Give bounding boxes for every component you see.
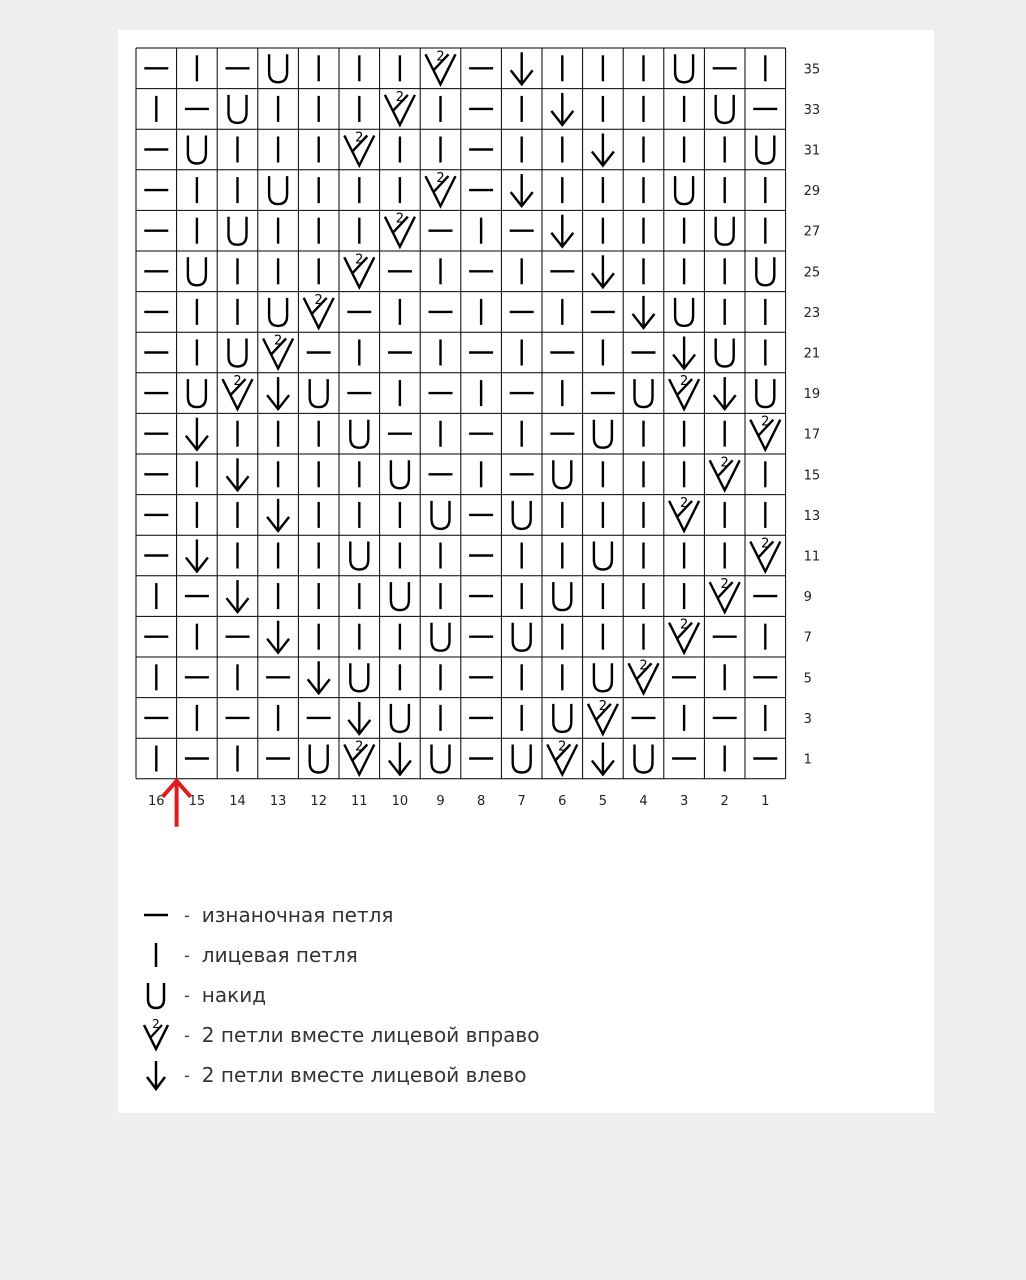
k2tog-left-stitch: [592, 255, 614, 287]
column-label: 8: [476, 793, 486, 809]
yarn-over-stitch: [513, 745, 531, 773]
k2tog-right-stitch: [750, 415, 780, 450]
k2tog-right-stitch: [263, 334, 293, 369]
yarn-over-stitch: [553, 582, 571, 610]
row-label: 29: [803, 184, 821, 200]
yarn-over-stitch: [513, 501, 531, 529]
yarn-over-stitch: [350, 542, 368, 570]
stitch-digit: 2: [233, 374, 242, 390]
k2tog-right-stitch: [669, 496, 699, 531]
yarn-over-stitch: [229, 339, 247, 367]
legend-row-purl: [138, 895, 539, 935]
yarn-over-stitch: [594, 542, 612, 570]
k2tog-left-stitch: [227, 458, 249, 490]
k2tog-right-stitch: [426, 49, 456, 84]
legend-row-knit: [138, 935, 539, 975]
legend-dash: -: [184, 945, 190, 965]
legend: [138, 895, 539, 1095]
stitch-digit: 2: [395, 211, 405, 227]
yarn-over-stitch: [188, 257, 206, 285]
k2tog-left-stitch: [227, 580, 249, 612]
stitch-digit: 2: [679, 374, 689, 390]
stitch-digit: 2: [355, 130, 364, 146]
k2tog-right-stitch: [385, 90, 415, 125]
legend-dash: -: [184, 1065, 190, 1085]
k2tog-left-stitch: [308, 661, 330, 693]
legend-dash: -: [184, 985, 190, 1005]
legend-dash: -: [184, 1025, 190, 1045]
yarn-over-stitch: [269, 54, 287, 82]
start-arrow-icon: [163, 781, 191, 827]
row-label: 3: [803, 711, 812, 727]
yarn-over-stitch: [188, 136, 206, 164]
k2tog-right-stitch: [710, 577, 740, 612]
yarn-over-stitch: [269, 298, 287, 326]
yarn-over-stitch: [756, 257, 774, 285]
stitch-digit: 2: [639, 658, 648, 674]
row-label: 13: [803, 508, 821, 524]
yarn-over-stitch: [756, 379, 774, 407]
column-label: 12: [310, 793, 327, 809]
yarn-over-stitch: [635, 745, 653, 773]
k2tog-left-stitch: [511, 174, 533, 206]
row-label: 25: [803, 265, 821, 281]
legend-label-k2tog-right: 2 петли вместе лицевой вправо: [201, 1023, 540, 1047]
stitch-digit: 2: [395, 89, 405, 105]
k2tog-left-stitch: [186, 418, 208, 450]
column-label: 1: [761, 793, 770, 809]
column-label: 11: [351, 793, 368, 809]
yarn-over-stitch: [675, 298, 693, 326]
stitch-digit: 2: [598, 698, 608, 714]
legend-row-yarn-over: [138, 975, 539, 1015]
row-label: 15: [803, 468, 821, 484]
k2tog-left-stitch: [551, 215, 573, 247]
yarn-over-stitch: [310, 745, 328, 773]
stitch-digit: 2: [355, 739, 364, 755]
column-label: 9: [436, 793, 445, 809]
row-label: 27: [803, 224, 821, 240]
stitch-digit: 2: [679, 495, 689, 511]
yarn-over-stitch: [716, 217, 734, 245]
stitch-digit: 2: [720, 455, 729, 471]
k2tog-right-stitch: [669, 618, 699, 653]
k2tog-right-stitch: [304, 293, 334, 328]
k2tog-left-stitch: [186, 540, 208, 572]
yarn-over-stitch: [432, 745, 450, 773]
legend-row-k2tog-right: [138, 1015, 539, 1055]
yarn-over-stitch: [553, 704, 571, 732]
stitch-digit: 2: [558, 739, 567, 755]
k2tog-right-stitch: [547, 740, 577, 775]
k2tog-left-stitch: [267, 621, 289, 653]
stitch-digit: 2: [314, 292, 323, 308]
pattern-sheet: [118, 30, 934, 1113]
row-label: 5: [803, 671, 812, 687]
row-label: 35: [803, 62, 821, 78]
stitch-digit: 2: [436, 49, 445, 65]
k2tog-right-stitch: [344, 252, 374, 287]
k2tog-left-stitch: [267, 499, 289, 531]
yarn-over-stitch: [635, 379, 653, 407]
row-label: 7: [803, 630, 812, 646]
stitch-digit: 2: [355, 252, 364, 268]
purl-symbol-icon: [138, 897, 178, 933]
column-label: 15: [188, 793, 206, 809]
column-label: 2: [720, 793, 729, 809]
stitch-digit: 2: [679, 617, 689, 633]
legend-row-k2tog-left: [138, 1055, 539, 1095]
row-label: 11: [803, 549, 821, 565]
row-label: 31: [803, 143, 821, 159]
legend-label-purl: изнаночная петля: [201, 903, 394, 927]
yarn-over-stitch: [350, 663, 368, 691]
yarn-over-stitch: [716, 95, 734, 123]
legend-label-knit: лицевая петля: [201, 943, 358, 967]
k2tog-left-stitch: [267, 377, 289, 409]
k2tog-right-stitch: [344, 740, 374, 775]
row-label: 9: [803, 590, 812, 606]
column-label: 5: [598, 793, 608, 809]
yarn-over-stitch: [350, 420, 368, 448]
k2tog-left-stitch: [511, 52, 533, 84]
yarn-over-stitch: [675, 54, 693, 82]
legend-label-yarn-over: накид: [201, 983, 267, 1007]
yarn-over-stitch: [269, 176, 287, 204]
stitch-digit: 2: [761, 414, 770, 430]
k2tog-right-stitch: [223, 374, 253, 409]
k2tog-left-stitch: [714, 377, 736, 409]
k2tog-left-stitch: [592, 134, 614, 166]
row-label: 33: [803, 102, 821, 118]
stitch-digit: 2: [436, 171, 445, 187]
column-label: 3: [679, 793, 689, 809]
knit-symbol-icon: [138, 937, 178, 973]
k2tog-right-stitch: [385, 212, 415, 247]
k2tog-left-stitch: [348, 702, 370, 734]
yarn-over-stitch: [513, 623, 531, 651]
k2tog-left-symbol-icon: [138, 1057, 178, 1093]
k2tog-left-stitch: [389, 743, 411, 775]
chart-grid: [136, 48, 786, 779]
yarn-over-stitch: [553, 460, 571, 488]
yarn-over-stitch: [716, 339, 734, 367]
k2tog-right-stitch: [344, 131, 374, 166]
k2tog-right-stitch: [710, 455, 740, 490]
yarn-over-stitch: [675, 176, 693, 204]
yarn-over-symbol-icon: [138, 977, 178, 1013]
column-label: 13: [269, 793, 287, 809]
k2tog-left-stitch: [592, 743, 614, 775]
k2tog-right-stitch: [750, 537, 780, 572]
row-label: 19: [803, 387, 821, 403]
yarn-over-stitch: [756, 136, 774, 164]
svg-text:2: 2: [152, 1017, 160, 1031]
yarn-over-stitch: [188, 379, 206, 407]
yarn-over-stitch: [594, 663, 612, 691]
yarn-over-stitch: [391, 704, 409, 732]
k2tog-right-stitch: [669, 374, 699, 409]
stitch-digit: 2: [273, 333, 283, 349]
legend-label-k2tog-left: 2 петли вместе лицевой влево: [201, 1063, 527, 1087]
yarn-over-stitch: [229, 217, 247, 245]
yarn-over-stitch: [432, 623, 450, 651]
k2tog-left-stitch: [633, 296, 655, 328]
row-label: 1: [803, 752, 812, 768]
k2tog-right-symbol-icon: [138, 1017, 178, 1053]
k2tog-right-stitch: [588, 699, 618, 734]
column-label: 7: [517, 793, 526, 809]
column-label: 6: [558, 793, 567, 809]
column-label: 10: [391, 793, 409, 809]
yarn-over-stitch: [391, 460, 409, 488]
column-label: 4: [639, 793, 648, 809]
yarn-over-stitch: [229, 95, 247, 123]
yarn-over-stitch: [310, 379, 328, 407]
yarn-over-stitch: [594, 420, 612, 448]
knitting-chart: [118, 30, 934, 830]
row-label: 23: [803, 305, 821, 321]
stitch-digit: 2: [720, 577, 729, 593]
yarn-over-stitch: [432, 501, 450, 529]
k2tog-right-stitch: [629, 658, 659, 693]
column-label: 16: [148, 793, 165, 809]
k2tog-right-stitch: [426, 171, 456, 206]
stitch-digit: 2: [761, 536, 770, 552]
row-label: 21: [803, 346, 821, 362]
legend-dash: -: [184, 905, 190, 925]
row-label: 17: [803, 427, 821, 443]
k2tog-left-stitch: [673, 337, 695, 369]
column-label: 14: [229, 793, 246, 809]
chart-cells: [144, 49, 780, 774]
yarn-over-stitch: [391, 582, 409, 610]
k2tog-left-stitch: [551, 93, 573, 125]
